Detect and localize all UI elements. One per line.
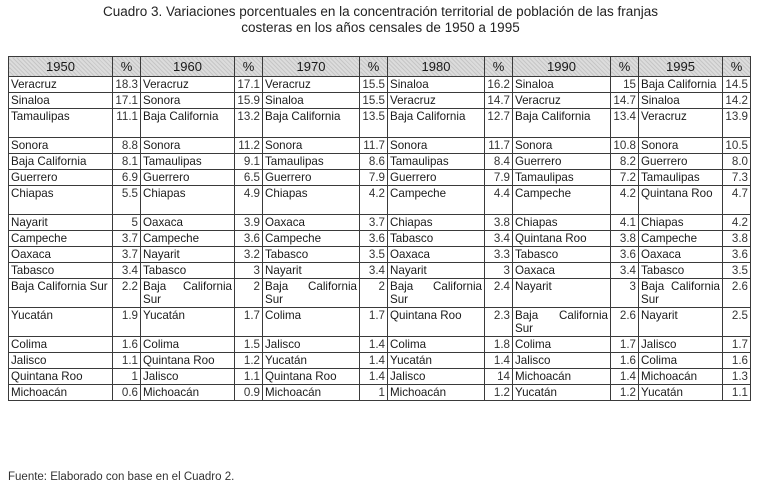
- caption-line-2: costeras en los años censales de 1950 a 1995: [241, 20, 520, 35]
- percent-cell: 1.2: [235, 353, 263, 369]
- state-name-cell: Tamaulipas: [9, 109, 113, 138]
- percent-cell: 12.7: [485, 109, 513, 138]
- state-name-cell: Campeche: [9, 231, 113, 247]
- state-name-cell: Sonora: [9, 138, 113, 154]
- percent-cell: 1.5: [235, 337, 263, 353]
- state-name-cell: Veracruz: [263, 77, 360, 93]
- percent-cell: 13.9: [723, 109, 751, 138]
- table-row: [9, 186, 751, 215]
- state-name-cell: Colima: [388, 337, 485, 353]
- state-name-cell: Nayarit: [513, 279, 611, 308]
- state-name-cell: Sonora: [141, 138, 235, 154]
- state-name-cell: Campeche: [388, 186, 485, 215]
- percent-cell: 10.8: [611, 138, 639, 154]
- table-row: [9, 308, 751, 337]
- percent-cell: 1.4: [485, 353, 513, 369]
- state-name-cell: Jalisco: [263, 337, 360, 353]
- percent-cell: 14: [485, 369, 513, 385]
- table-row: [9, 353, 751, 369]
- percent-cell: 8.8: [113, 138, 141, 154]
- state-name-cell: Baja California Sur: [388, 279, 485, 308]
- state-name-cell: Michoacán: [388, 385, 485, 401]
- state-name-cell: Baja California: [141, 109, 235, 138]
- percent-cell: 1.7: [235, 308, 263, 337]
- population-table: [8, 56, 751, 401]
- state-name-cell: Quintana Roo: [9, 369, 113, 385]
- percent-cell: 16.2: [485, 77, 513, 93]
- state-name-cell: Baja California Sur: [9, 279, 113, 308]
- percent-cell: 3.2: [235, 247, 263, 263]
- state-name-cell: Chiapas: [263, 186, 360, 215]
- percent-cell: 3.7: [360, 215, 388, 231]
- percent-cell: 3.4: [360, 263, 388, 279]
- state-name-cell: Jalisco: [513, 353, 611, 369]
- state-name-cell: Colima: [639, 353, 723, 369]
- state-name-cell: Oaxaca: [513, 263, 611, 279]
- state-name-cell: Baja California: [263, 109, 360, 138]
- percent-cell: 3.3: [485, 247, 513, 263]
- percent-cell: 5.5: [113, 186, 141, 215]
- percent-cell: 7.9: [360, 170, 388, 186]
- state-name-cell: Tabasco: [639, 263, 723, 279]
- percent-cell: 3.4: [485, 231, 513, 247]
- percent-cell: 5: [113, 215, 141, 231]
- state-name-cell: Tamaulipas: [513, 170, 611, 186]
- state-name-cell: Campeche: [639, 231, 723, 247]
- percent-cell: 3.4: [113, 263, 141, 279]
- percent-cell: 2: [235, 279, 263, 308]
- percent-cell: 3.6: [235, 231, 263, 247]
- state-name-cell: Sonora: [513, 138, 611, 154]
- table-body: [9, 77, 751, 401]
- percent-cell: 2.5: [723, 308, 751, 337]
- state-name-cell: Veracruz: [639, 109, 723, 138]
- percent-cell: 1: [113, 369, 141, 385]
- percent-cell: 15.9: [235, 93, 263, 109]
- percent-cell: 17.1: [113, 93, 141, 109]
- percent-cell: 3.5: [723, 263, 751, 279]
- percent-cell: 4.2: [723, 215, 751, 231]
- state-name-cell: Tabasco: [388, 231, 485, 247]
- state-name-cell: Michoacán: [141, 385, 235, 401]
- state-name-cell: Tabasco: [141, 263, 235, 279]
- state-name-cell: Yucatán: [9, 308, 113, 337]
- column-header-year: 1990: [513, 57, 611, 77]
- percent-cell: 1.2: [611, 385, 639, 401]
- percent-cell: 1.2: [485, 385, 513, 401]
- state-name-cell: Chiapas: [513, 215, 611, 231]
- state-name-cell: Guerrero: [639, 154, 723, 170]
- percent-cell: 3.9: [235, 215, 263, 231]
- percent-cell: 6.5: [235, 170, 263, 186]
- state-name-cell: Nayarit: [9, 215, 113, 231]
- state-name-cell: Yucatán: [388, 353, 485, 369]
- state-name-cell: Tabasco: [513, 247, 611, 263]
- percent-cell: 1.7: [723, 337, 751, 353]
- percent-cell: 15.5: [360, 77, 388, 93]
- state-name-cell: Jalisco: [639, 337, 723, 353]
- percent-cell: 3.4: [611, 263, 639, 279]
- percent-cell: 3.5: [360, 247, 388, 263]
- state-name-cell: Sinaloa: [388, 77, 485, 93]
- percent-cell: 3.8: [611, 231, 639, 247]
- state-name-cell: Baja California: [388, 109, 485, 138]
- percent-cell: 1.1: [723, 385, 751, 401]
- percent-cell: 2.2: [113, 279, 141, 308]
- state-name-cell: Baja California Sur: [141, 279, 235, 308]
- percent-cell: 1.6: [723, 353, 751, 369]
- state-name-cell: Michoacán: [263, 385, 360, 401]
- state-name-cell: Baja California Sur: [513, 308, 611, 337]
- state-name-cell: Baja California: [9, 154, 113, 170]
- percent-cell: 3.8: [485, 215, 513, 231]
- state-name-cell: Tabasco: [263, 247, 360, 263]
- percent-cell: 1.8: [485, 337, 513, 353]
- state-name-cell: Chiapas: [388, 215, 485, 231]
- percent-cell: 4.4: [485, 186, 513, 215]
- percent-cell: 7.9: [485, 170, 513, 186]
- state-name-cell: Jalisco: [388, 369, 485, 385]
- column-header-percent: %: [611, 57, 639, 77]
- state-name-cell: Sonora: [263, 138, 360, 154]
- state-name-cell: Nayarit: [388, 263, 485, 279]
- state-name-cell: Nayarit: [141, 247, 235, 263]
- state-name-cell: Guerrero: [9, 170, 113, 186]
- table-row: [9, 170, 751, 186]
- state-name-cell: Sonora: [141, 93, 235, 109]
- caption-line-1: Cuadro 3. Variaciones porcentuales en la concentración territorial de población de las franjas: [102, 4, 659, 19]
- state-name-cell: Oaxaca: [388, 247, 485, 263]
- table-caption: [0, 4, 761, 36]
- percent-cell: 8.2: [611, 154, 639, 170]
- percent-cell: 8.4: [485, 154, 513, 170]
- percent-cell: 14.7: [611, 93, 639, 109]
- table-row: [9, 138, 751, 154]
- state-name-cell: Guerrero: [263, 170, 360, 186]
- table-row: [9, 385, 751, 401]
- percent-cell: 3.6: [360, 231, 388, 247]
- source-note: Fuente: Elaborado con base en el Cuadro 2.: [8, 471, 235, 483]
- table-row: [9, 263, 751, 279]
- percent-cell: 1.4: [360, 353, 388, 369]
- state-name-cell: Guerrero: [513, 154, 611, 170]
- percent-cell: 2: [360, 279, 388, 308]
- percent-cell: 7.3: [723, 170, 751, 186]
- percent-cell: 0.9: [235, 385, 263, 401]
- state-name-cell: Sinaloa: [639, 93, 723, 109]
- state-name-cell: Chiapas: [639, 215, 723, 231]
- state-name-cell: Tamaulipas: [263, 154, 360, 170]
- state-name-cell: Tamaulipas: [639, 170, 723, 186]
- percent-cell: 10.5: [723, 138, 751, 154]
- percent-cell: 2.3: [485, 308, 513, 337]
- state-name-cell: Baja California: [639, 77, 723, 93]
- column-header-year: 1970: [263, 57, 360, 77]
- percent-cell: 2.6: [723, 279, 751, 308]
- percent-cell: 1.6: [611, 353, 639, 369]
- percent-cell: 1.7: [360, 308, 388, 337]
- state-name-cell: Sinaloa: [513, 77, 611, 93]
- table-header-row: [9, 57, 751, 77]
- state-name-cell: Jalisco: [141, 369, 235, 385]
- percent-cell: 13.2: [235, 109, 263, 138]
- state-name-cell: Sinaloa: [263, 93, 360, 109]
- percent-cell: 11.7: [360, 138, 388, 154]
- state-name-cell: Veracruz: [388, 93, 485, 109]
- state-name-cell: Yucatán: [263, 353, 360, 369]
- state-name-cell: Tamaulipas: [141, 154, 235, 170]
- state-name-cell: Guerrero: [388, 170, 485, 186]
- table-row: [9, 279, 751, 308]
- percent-cell: 3.7: [113, 231, 141, 247]
- state-name-cell: Tabasco: [9, 263, 113, 279]
- state-name-cell: Quintana Roo: [639, 186, 723, 215]
- percent-cell: 14.2: [723, 93, 751, 109]
- state-name-cell: Yucatán: [141, 308, 235, 337]
- state-name-cell: Colima: [263, 308, 360, 337]
- percent-cell: 3.8: [723, 231, 751, 247]
- state-name-cell: Colima: [9, 337, 113, 353]
- state-name-cell: Quintana Roo: [263, 369, 360, 385]
- column-header-year: 1995: [639, 57, 723, 77]
- column-header-percent: %: [485, 57, 513, 77]
- state-name-cell: Colima: [513, 337, 611, 353]
- percent-cell: 1.4: [611, 369, 639, 385]
- state-name-cell: Oaxaca: [639, 247, 723, 263]
- percent-cell: 1: [360, 385, 388, 401]
- state-name-cell: Oaxaca: [141, 215, 235, 231]
- percent-cell: 3.7: [113, 247, 141, 263]
- state-name-cell: Oaxaca: [9, 247, 113, 263]
- percent-cell: 4.7: [723, 186, 751, 215]
- percent-cell: 11.7: [485, 138, 513, 154]
- state-name-cell: Sinaloa: [9, 93, 113, 109]
- state-name-cell: Jalisco: [9, 353, 113, 369]
- state-name-cell: Oaxaca: [263, 215, 360, 231]
- table-row: [9, 369, 751, 385]
- percent-cell: 4.9: [235, 186, 263, 215]
- percent-cell: 18.3: [113, 77, 141, 93]
- table-row: [9, 231, 751, 247]
- percent-cell: 2.6: [611, 308, 639, 337]
- state-name-cell: Sonora: [388, 138, 485, 154]
- state-name-cell: Veracruz: [141, 77, 235, 93]
- state-name-cell: Guerrero: [141, 170, 235, 186]
- percent-cell: 1.4: [360, 369, 388, 385]
- percent-cell: 8.1: [113, 154, 141, 170]
- percent-cell: 13.5: [360, 109, 388, 138]
- state-name-cell: Tamaulipas: [388, 154, 485, 170]
- percent-cell: 4.2: [611, 186, 639, 215]
- percent-cell: 2.4: [485, 279, 513, 308]
- percent-cell: 1.7: [611, 337, 639, 353]
- state-name-cell: Baja California Sur: [263, 279, 360, 308]
- percent-cell: 17.1: [235, 77, 263, 93]
- column-header-year: 1960: [141, 57, 235, 77]
- column-header-percent: %: [360, 57, 388, 77]
- percent-cell: 1.1: [113, 353, 141, 369]
- percent-cell: 4.1: [611, 215, 639, 231]
- state-name-cell: Colima: [141, 337, 235, 353]
- percent-cell: 3.6: [611, 247, 639, 263]
- percent-cell: 1.4: [360, 337, 388, 353]
- percent-cell: 4.2: [360, 186, 388, 215]
- state-name-cell: Nayarit: [263, 263, 360, 279]
- percent-cell: 1.1: [235, 369, 263, 385]
- percent-cell: 3.6: [723, 247, 751, 263]
- column-header-year: 1950: [9, 57, 113, 77]
- state-name-cell: Yucatán: [513, 385, 611, 401]
- table-row: [9, 93, 751, 109]
- percent-cell: 15.5: [360, 93, 388, 109]
- table-row: [9, 337, 751, 353]
- percent-cell: 14.7: [485, 93, 513, 109]
- percent-cell: 15: [611, 77, 639, 93]
- state-name-cell: Yucatán: [639, 385, 723, 401]
- state-name-cell: Campeche: [263, 231, 360, 247]
- percent-cell: 9.1: [235, 154, 263, 170]
- state-name-cell: Nayarit: [639, 308, 723, 337]
- percent-cell: 1.9: [113, 308, 141, 337]
- percent-cell: 3: [485, 263, 513, 279]
- state-name-cell: Chiapas: [9, 186, 113, 215]
- state-name-cell: Michoacán: [513, 369, 611, 385]
- state-name-cell: Michoacán: [639, 369, 723, 385]
- state-name-cell: Baja California Sur: [639, 279, 723, 308]
- table-row: [9, 109, 751, 138]
- state-name-cell: Quintana Roo: [388, 308, 485, 337]
- state-name-cell: Michoacán: [9, 385, 113, 401]
- percent-cell: 3: [235, 263, 263, 279]
- table-row: [9, 154, 751, 170]
- column-header-percent: %: [113, 57, 141, 77]
- percent-cell: 8.0: [723, 154, 751, 170]
- state-name-cell: Campeche: [513, 186, 611, 215]
- state-name-cell: Campeche: [141, 231, 235, 247]
- table-row: [9, 215, 751, 231]
- column-header-percent: %: [235, 57, 263, 77]
- state-name-cell: Quintana Roo: [513, 231, 611, 247]
- state-name-cell: Sonora: [639, 138, 723, 154]
- percent-cell: 7.2: [611, 170, 639, 186]
- percent-cell: 8.6: [360, 154, 388, 170]
- state-name-cell: Quintana Roo: [141, 353, 235, 369]
- column-header-percent: %: [723, 57, 751, 77]
- percent-cell: 0.6: [113, 385, 141, 401]
- percent-cell: 14.5: [723, 77, 751, 93]
- state-name-cell: Veracruz: [513, 93, 611, 109]
- percent-cell: 11.2: [235, 138, 263, 154]
- state-name-cell: Baja California: [513, 109, 611, 138]
- percent-cell: 6.9: [113, 170, 141, 186]
- percent-cell: 1.6: [113, 337, 141, 353]
- percent-cell: 1.3: [723, 369, 751, 385]
- state-name-cell: Veracruz: [9, 77, 113, 93]
- table-row: [9, 247, 751, 263]
- table-row: [9, 77, 751, 93]
- state-name-cell: Chiapas: [141, 186, 235, 215]
- percent-cell: 3: [611, 279, 639, 308]
- column-header-year: 1980: [388, 57, 485, 77]
- percent-cell: 13.4: [611, 109, 639, 138]
- percent-cell: 11.1: [113, 109, 141, 138]
